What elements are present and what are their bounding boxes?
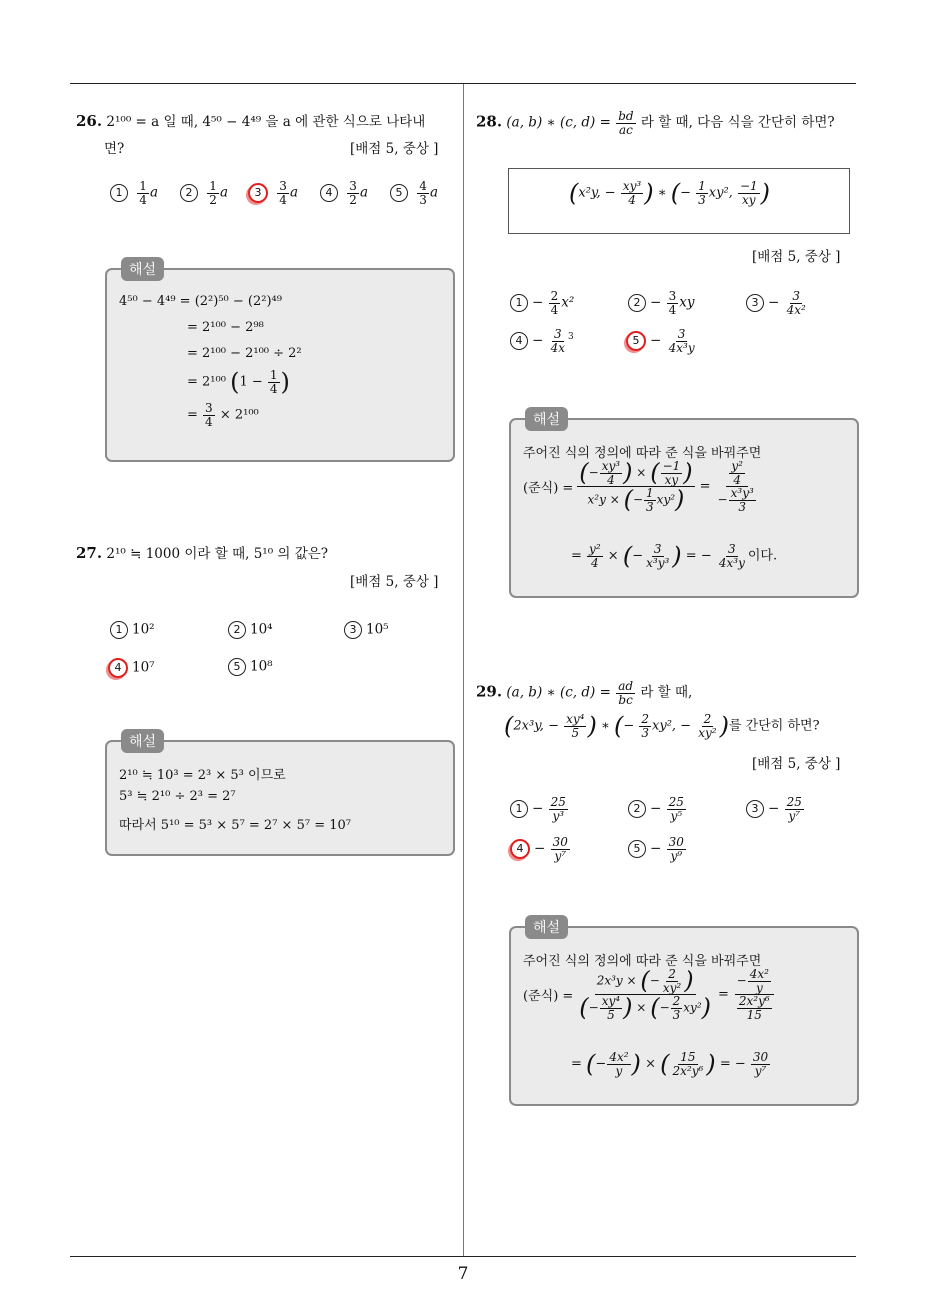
score-label: [배점 5, 중상 ] bbox=[350, 141, 439, 157]
question-text: 2¹⁰⁰ = a 일 때, 4⁵⁰ − 4⁴⁹ 을 a 에 관한 식으로 나타내 bbox=[106, 114, 426, 130]
score-label: [배점 5, 중상 ] bbox=[350, 574, 439, 590]
bottom-rule bbox=[70, 1256, 856, 1257]
q27-option-4-selected[interactable]: 4 10⁷ bbox=[108, 658, 155, 678]
question-text: 2¹⁰ ≒ 1000 이라 할 때, 5¹⁰ 의 값은? bbox=[106, 546, 329, 562]
option-mark: 2 bbox=[628, 294, 646, 312]
option-mark: 1 bbox=[510, 800, 528, 818]
q26-option-5[interactable]: 5 $\frac{4}{3}$ a bbox=[390, 180, 438, 206]
q27-option-3[interactable]: 3 10⁵ bbox=[344, 621, 389, 639]
explanation-tag: 해설 bbox=[121, 729, 164, 753]
q28-option-2[interactable]: 2 − $\frac{3}{4}$ xy bbox=[628, 290, 695, 316]
q28-option-1[interactable]: 1 − $\frac{2}{4}$ x² bbox=[510, 290, 574, 316]
q26-option-3-selected[interactable]: 3 $\frac{3}{4}$ a bbox=[248, 180, 298, 206]
q28-explanation-box: 해설 주어진 식의 정의에 따라 준 식을 바꿔주면 (준식) = (− $\frac{\text{xy³}}{4}$ ) × ( $\frac{-1}{xy}$ ) x²y × (− $\frac{1}{3}$ xy²) = $\frac{\text{y²}}{4}$ − $\frac{\text{x³y³}}{3}$ = $\frac{\text{y²}}{4}$ × (− $\frac{3}{\text{x³y³}}$ ) = − $\frac{3}{\text{4x³y}}$ 이다. bbox=[509, 418, 859, 598]
q29-option-1[interactable]: 1 − $\frac{25}{\text{y³}}$ bbox=[510, 796, 569, 822]
question-29-expression: (2x³y, − $\frac{\text{xy⁴}}{5}$ ) ∗ (− $\frac{2}{3}$ xy², − $\frac{2}{\text{xy²}}$ )를 간단히 하면? bbox=[504, 711, 820, 740]
question-28: 28. (a, b) ∗ (c, d) = $\frac{bd}{ac}$ 라 할 때, 다음 식을 간단히 하면? bbox=[476, 109, 835, 137]
q29-explanation-box: 해설 주어진 식의 정의에 따라 준 식을 바꿔주면 (준식) = 2x³y × (− $\frac{2}{\text{xy²}}$ ) (− $\frac{\text{xy⁴}}{5}$ ) × (− $\frac{2}{3}$ xy²) = − $\frac{\text{4x²}}{y}$ $\frac{\text{2x²y⁶}}{15}$ = (− $\frac{\text{4x²}}{y}$ ) × ( $\frac{15}{\text{2x²y⁶}}$ ) = − $\frac{30}{\text{y⁷}}$ bbox=[509, 926, 859, 1106]
question-29: 29. (a, b) ∗ (c, d) = $\frac{ad}{bc}$ 라 할 때, bbox=[476, 679, 693, 707]
q28-option-3[interactable]: 3 − $\frac{3}{\text{4x²}}$ bbox=[746, 290, 809, 316]
q26-option-4[interactable]: 4 $\frac{3}{2}$ a bbox=[320, 180, 368, 206]
option-mark: 2 bbox=[228, 621, 246, 639]
option-mark: 3 bbox=[344, 621, 362, 639]
page-number: 7 bbox=[457, 1264, 469, 1284]
option-mark: 4 bbox=[510, 332, 528, 350]
selected-answer-mark: 3 bbox=[248, 183, 268, 203]
q28-option-4[interactable]: 4 − $\frac{3}{4x}$ $^3$ bbox=[510, 328, 574, 354]
q28-expression-box: (x²y, − $\frac{\text{xy³}}{4}$ ) ∗ (− $\frac{1}{3}$ xy², $\frac{-1}{xy}$ ) bbox=[508, 168, 850, 234]
question-number: 29. bbox=[476, 682, 503, 701]
q26-explanation-box: 해설 4⁵⁰ − 4⁴⁹ = (2²)⁵⁰ − (2²)⁴⁹ = 2¹⁰⁰ − 2⁹⁸ = 2¹⁰⁰ − 2¹⁰⁰ ÷ 2² = 2¹⁰⁰ (1 − $\frac{1}{4}$ ) = $\frac{3}{4}$ × 2¹⁰⁰ bbox=[105, 268, 455, 462]
option-mark: 5 bbox=[228, 658, 246, 676]
q28-option-5-selected[interactable]: 5 − $\frac{3}{\text{4x³y}}$ bbox=[626, 328, 698, 354]
selected-answer-mark: 4 bbox=[108, 658, 128, 678]
option-mark: 1 bbox=[510, 294, 528, 312]
option-mark: 4 bbox=[320, 184, 338, 202]
question-number: 28. bbox=[476, 112, 503, 131]
option-mark: 1 bbox=[110, 621, 128, 639]
q26-option-1[interactable]: 1 $\frac{1}{4}$ a bbox=[110, 180, 158, 206]
q29-option-5[interactable]: 5 − $\frac{30}{\text{y⁹}}$ bbox=[628, 836, 687, 862]
option-mark: 2 bbox=[628, 800, 646, 818]
question-26 bbox=[76, 110, 456, 130]
option-mark: 5 bbox=[390, 184, 408, 202]
explanation-tag: 해설 bbox=[525, 915, 568, 939]
option-mark: 5 bbox=[628, 840, 646, 858]
option-mark: 1 bbox=[110, 184, 128, 202]
q27-option-5[interactable]: 5 10⁸ bbox=[228, 658, 273, 676]
q26-option-2[interactable]: 2 $\frac{1}{2}$ a bbox=[180, 180, 228, 206]
question-26-text-line2: 면? bbox=[104, 141, 125, 157]
question-number: 27. bbox=[76, 544, 103, 562]
explanation-tag: 해설 bbox=[525, 407, 568, 431]
option-mark: 3 bbox=[746, 294, 764, 312]
selected-answer-mark: 5 bbox=[626, 331, 646, 351]
score-label: [배점 5, 중상 ] bbox=[752, 756, 841, 772]
q29-option-2[interactable]: 2 − $\frac{25}{\text{y⁵}}$ bbox=[628, 796, 687, 822]
selected-answer-mark: 4 bbox=[510, 839, 530, 859]
option-mark: 3 bbox=[746, 800, 764, 818]
q27-option-2[interactable]: 2 10⁴ bbox=[228, 621, 273, 639]
q27-option-1[interactable]: 1 10² bbox=[110, 621, 155, 639]
score-label: [배점 5, 중상 ] bbox=[752, 249, 841, 265]
question-27 bbox=[76, 542, 456, 562]
q29-option-3[interactable]: 3 − $\frac{25}{\text{y⁷}}$ bbox=[746, 796, 805, 822]
explanation-tag: 해설 bbox=[121, 257, 164, 281]
q27-explanation-box: 해설 2¹⁰ ≒ 10³ = 2³ × 5³ 이므로 5³ ≒ 2¹⁰ ÷ 2³ = 2⁷ 따라서 5¹⁰ = 5³ × 5⁷ = 2⁷ × 5⁷ = 10⁷ bbox=[105, 740, 455, 856]
column-divider bbox=[463, 84, 464, 1256]
question-number: 26. bbox=[76, 112, 103, 130]
q29-option-4-selected[interactable]: 4 − $\frac{30}{\text{y⁷}}$ bbox=[510, 836, 571, 862]
option-mark: 2 bbox=[180, 184, 198, 202]
